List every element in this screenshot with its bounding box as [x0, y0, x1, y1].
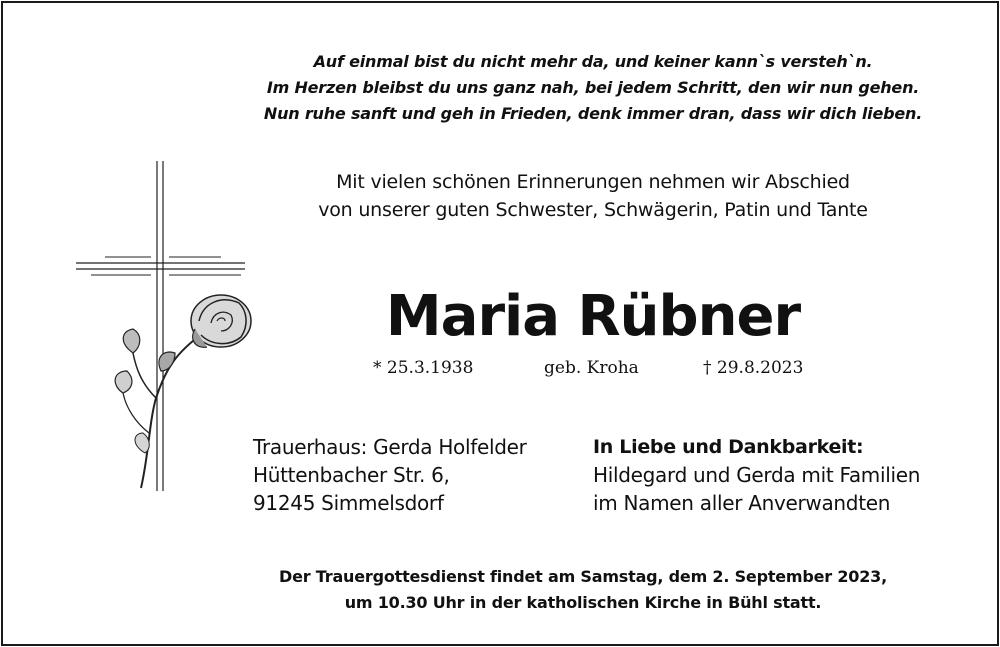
maiden-name: geb. Kroha: [544, 358, 639, 378]
intro-line: von unserer guten Schwester, Schwägerin, Patin und Tante: [318, 199, 868, 221]
intro-line: Mit vielen schönen Erinnerungen nehmen wir Abschied: [336, 171, 850, 193]
poem-line: Im Herzen bleibst du uns ganz nah, bei jedem Schritt, den wir nun gehen.: [266, 78, 920, 97]
service-line: um 10.30 Uhr in der katholischen Kirche in Bühl statt.: [344, 593, 822, 612]
address-line: Trauerhaus: Gerda Holfelder: [253, 435, 527, 459]
family-line: im Namen aller Anverwandten: [593, 491, 891, 515]
family-signature: [593, 433, 920, 517]
funeral-service-notice: [3, 564, 1000, 616]
poem: [3, 49, 1000, 127]
death-date: † 29.8.2023: [703, 358, 804, 378]
service-line: Der Trauergottesdienst findet am Samstag, dem 2. September 2023,: [279, 567, 887, 586]
address-line: Hüttenbacher Str. 6,: [253, 463, 450, 487]
poem-line: Auf einmal bist du nicht mehr da, und keiner kann`s versteh`n.: [313, 52, 873, 71]
intro-text: [3, 168, 1000, 224]
mourning-house-address: [253, 433, 527, 517]
address-line: 91245 Simmelsdorf: [253, 491, 444, 515]
deceased-name: Maria Rübner: [385, 284, 801, 349]
family-heading: In Liebe und Dankbarkeit:: [593, 436, 864, 458]
deceased-name-block: [3, 281, 1000, 353]
obituary-frame: [1, 1, 999, 646]
birth-date: * 25.3.1938: [373, 358, 474, 378]
family-line: Hildegard und Gerda mit Familien: [593, 463, 921, 487]
poem-line: Nun ruhe sanft und geh in Frieden, denk immer dran, dass wir dich lieben.: [263, 104, 923, 123]
